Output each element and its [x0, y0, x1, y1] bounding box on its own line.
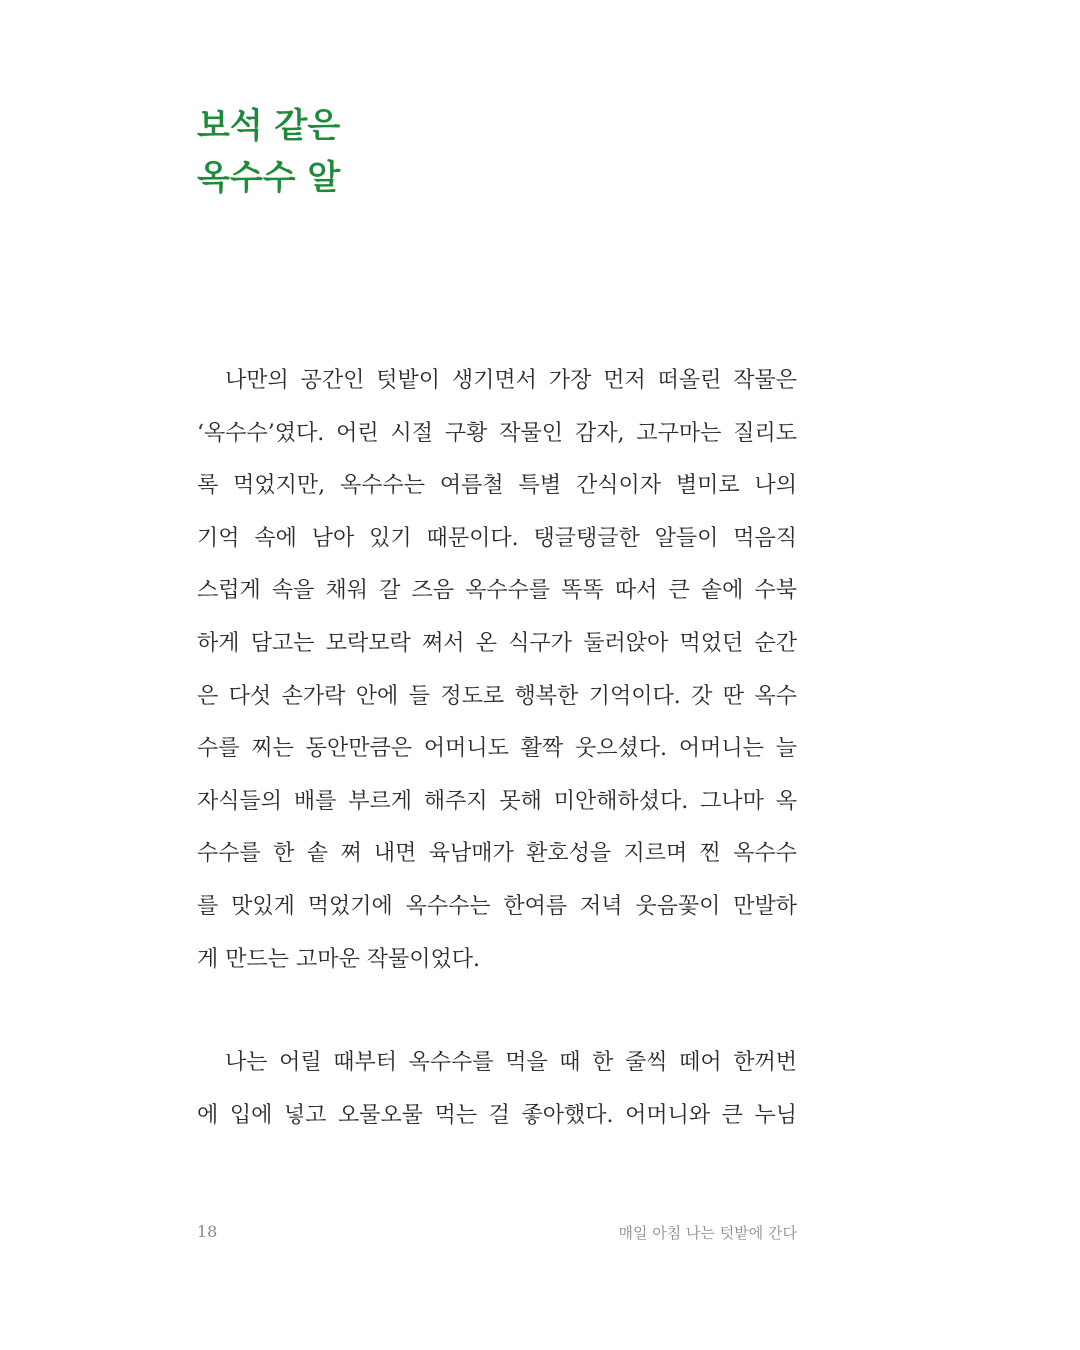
paragraph-2: [197, 1037, 797, 1142]
paragraph-line: 록 먹었지만, 옥수수는 여름철 특별 간식이자 별미로 나의: [197, 473, 797, 499]
paragraph-line: 하게 담고는 모락모락 쪄서 온 식구가 둘러앉아 먹었던 순간: [197, 630, 797, 656]
paragraph-line: 나만의 공간인 텃밭이 생기면서 가장 먼저 떠올린 작물은: [225, 368, 797, 393]
page-footer: [197, 1222, 797, 1248]
paragraph-line: 나는 어릴 때부터 옥수수를 먹을 때 한 줄씩 떼어 한꺼번: [225, 1050, 797, 1075]
chapter-title-line-1: 보석 같은: [197, 106, 341, 146]
paragraph-1: [197, 355, 797, 986]
paragraph-line: 스럽게 속을 채워 갈 즈음 옥수수를 똑똑 따서 큰 솥에 수북: [197, 578, 797, 604]
paragraph-line: 수를 찌는 동안만큼은 어머니도 활짝 웃으셨다. 어머니는 늘: [197, 736, 797, 762]
paragraph-line: 를 맛있게 먹었기에 옥수수는 한여름 저녁 웃음꽃이 만발하: [197, 893, 797, 919]
chapter-title-line-2: 옥수수 알: [197, 158, 341, 198]
paragraph-line: ‘옥수수’였다. 어린 시절 구황 작물인 감자, 고구마는 질리도: [197, 420, 797, 446]
paragraph-line: 기억 속에 남아 있기 때문이다. 탱글탱글한 알들이 먹음직: [197, 525, 797, 551]
chapter-title: [197, 100, 340, 204]
paragraph-line: 게 만드는 고마운 작물이었다.: [197, 946, 480, 972]
paragraph-line: 은 다섯 손가락 안에 들 정도로 행복한 기억이다. 갓 딴 옥수: [197, 683, 797, 709]
running-title: 매일 아침 나는 텃밭에 간다: [618, 1224, 797, 1242]
paragraph-line: 자식들의 배를 부르게 해주지 못해 미안해하셨다. 그나마 옥: [197, 788, 797, 814]
paragraph-line: 수수를 한 솥 쪄 내면 육남매가 환호성을 지르며 찐 옥수수: [197, 841, 797, 867]
paragraph-line: 에 입에 넣고 오물오물 먹는 걸 좋아했다. 어머니와 큰 누님: [197, 1102, 797, 1128]
page-number: 18: [197, 1222, 218, 1241]
